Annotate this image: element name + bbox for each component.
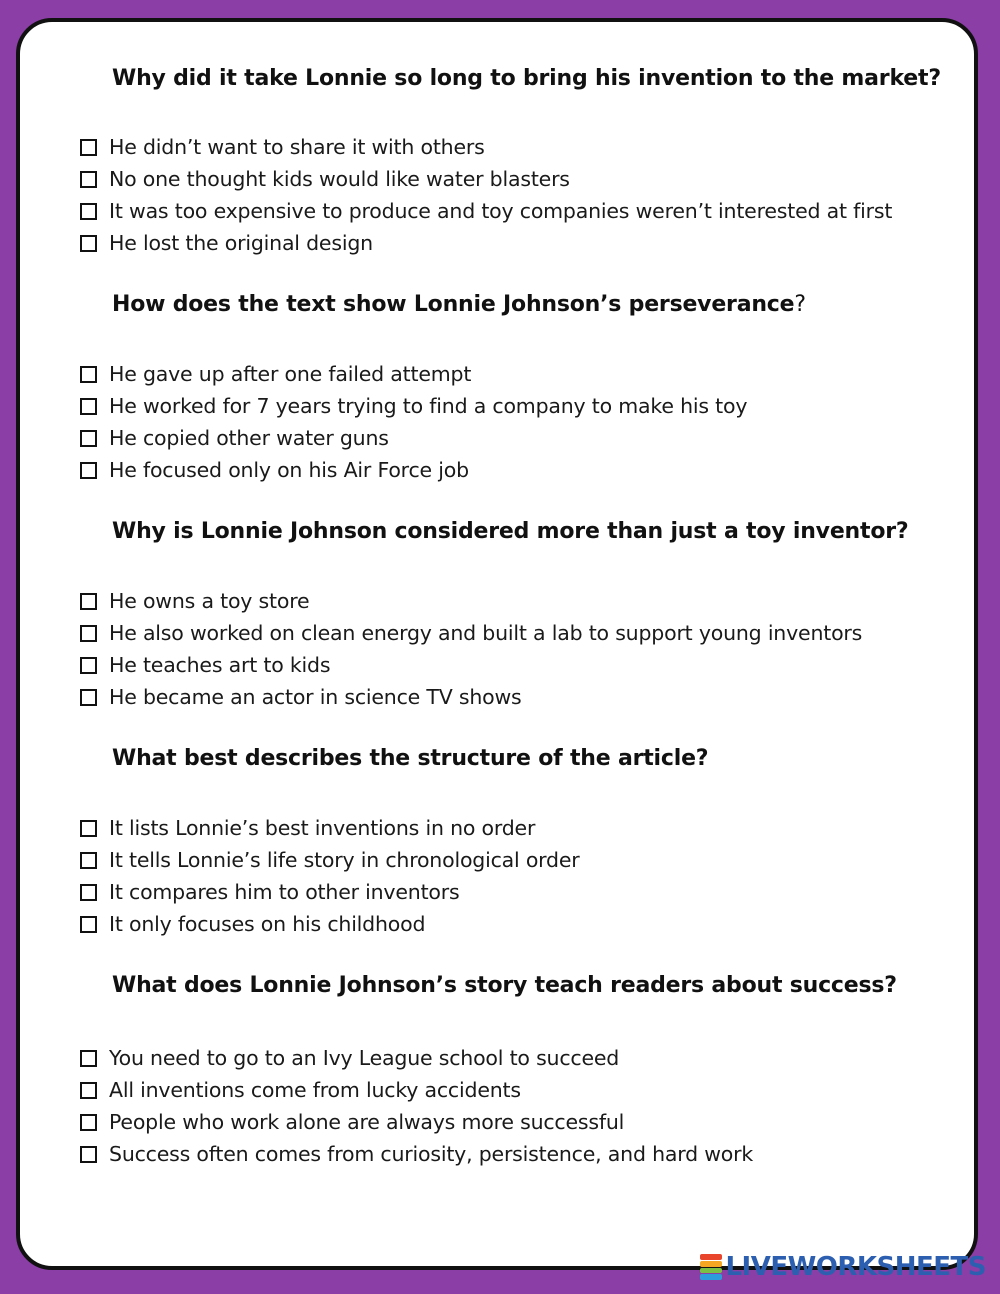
checkbox[interactable] (80, 1082, 97, 1099)
option-label: You need to go to an Ivy League school to succeed (109, 1046, 620, 1070)
checkbox[interactable] (80, 1146, 97, 1163)
brand-text: LIVEWORKSHEETS (725, 1252, 986, 1282)
option-label: It was too expensive to produce and toy companies weren’t interested at first (109, 199, 893, 223)
checkbox[interactable] (80, 689, 97, 706)
option-label: Success often comes from curiosity, persistence, and hard work (109, 1142, 754, 1166)
question-2-suffix: ? (794, 292, 806, 317)
question-5-option-3[interactable] (80, 1107, 624, 1137)
question-1-text: Why did it take Lonnie so long to bring his invention to the market? (112, 66, 941, 91)
question-2-option-2[interactable] (80, 391, 747, 421)
question-3-text: Why is Lonnie Johnson considered more than just a toy inventor? (112, 519, 909, 544)
option-label: He also worked on clean energy and built a lab to support young inventors (109, 621, 863, 645)
question-2-option-4[interactable] (80, 455, 469, 485)
option-label: He lost the original design (109, 231, 373, 255)
checkbox[interactable] (80, 398, 97, 415)
checkbox[interactable] (80, 852, 97, 869)
option-label: It lists Lonnie’s best inventions in no order (109, 816, 536, 840)
option-label: It only focuses on his childhood (109, 912, 426, 936)
option-label: People who work alone are always more successful (109, 1110, 625, 1134)
checkbox[interactable] (80, 593, 97, 610)
option-label: He owns a toy store (109, 589, 310, 613)
question-4-option-4[interactable] (80, 909, 425, 939)
option-label: It tells Lonnie’s life story in chronological order (109, 848, 580, 872)
question-5-option-1[interactable] (80, 1043, 619, 1073)
question-5-option-2[interactable] (80, 1075, 521, 1105)
logo-block-3 (700, 1268, 722, 1274)
option-label: He worked for 7 years trying to find a company to make his toy (109, 394, 748, 418)
logo-block-4 (700, 1274, 722, 1280)
question-3 (112, 519, 908, 544)
checkbox[interactable] (80, 203, 97, 220)
question-3-option-3[interactable] (80, 650, 330, 680)
option-label: He didn’t want to share it with others (109, 135, 485, 159)
question-5 (112, 973, 897, 998)
logo-block-1 (700, 1254, 722, 1260)
checkbox[interactable] (80, 625, 97, 642)
question-4-option-2[interactable] (80, 845, 580, 875)
question-3-option-4[interactable] (80, 682, 522, 712)
option-label: All inventions come from lucky accidents (109, 1078, 521, 1102)
question-1-option-3[interactable] (80, 196, 892, 226)
question-1-option-4[interactable] (80, 228, 373, 258)
checkbox[interactable] (80, 366, 97, 383)
option-label: He gave up after one failed attempt (109, 362, 472, 386)
question-1-option-1[interactable] (80, 132, 485, 162)
checkbox[interactable] (80, 657, 97, 674)
worksheet-card (16, 18, 978, 1270)
question-2-text: How does the text show Lonnie Johnson’s perseverance (112, 292, 795, 317)
question-4-text: What best describes the structure of the article? (112, 746, 709, 771)
question-2 (112, 292, 806, 317)
logo-block-2 (700, 1261, 722, 1267)
question-4 (112, 746, 708, 771)
checkbox[interactable] (80, 1050, 97, 1067)
liveworksheets-logo-icon (700, 1254, 722, 1280)
checkbox[interactable] (80, 430, 97, 447)
checkbox[interactable] (80, 235, 97, 252)
checkbox[interactable] (80, 916, 97, 933)
option-label: It compares him to other inventors (109, 880, 460, 904)
question-1 (112, 66, 941, 91)
checkbox[interactable] (80, 884, 97, 901)
checkbox[interactable] (80, 1114, 97, 1131)
option-label: He focused only on his Air Force job (109, 458, 469, 482)
question-4-option-1[interactable] (80, 813, 535, 843)
option-label: He teaches art to kids (109, 653, 331, 677)
question-3-option-1[interactable] (80, 586, 309, 616)
question-5-text: What does Lonnie Johnson’s story teach readers about success? (112, 973, 897, 998)
question-4-option-3[interactable] (80, 877, 459, 907)
option-label: He became an actor in science TV shows (109, 685, 522, 709)
question-3-option-2[interactable] (80, 618, 862, 648)
option-label: No one thought kids would like water blasters (109, 167, 570, 191)
question-5-option-4[interactable] (80, 1139, 753, 1169)
option-label: He copied other water guns (109, 426, 389, 450)
question-1-option-2[interactable] (80, 164, 570, 194)
checkbox[interactable] (80, 139, 97, 156)
liveworksheets-brand[interactable] (700, 1250, 986, 1284)
checkbox[interactable] (80, 820, 97, 837)
question-2-option-1[interactable] (80, 359, 471, 389)
question-2-option-3[interactable] (80, 423, 389, 453)
checkbox[interactable] (80, 462, 97, 479)
checkbox[interactable] (80, 171, 97, 188)
